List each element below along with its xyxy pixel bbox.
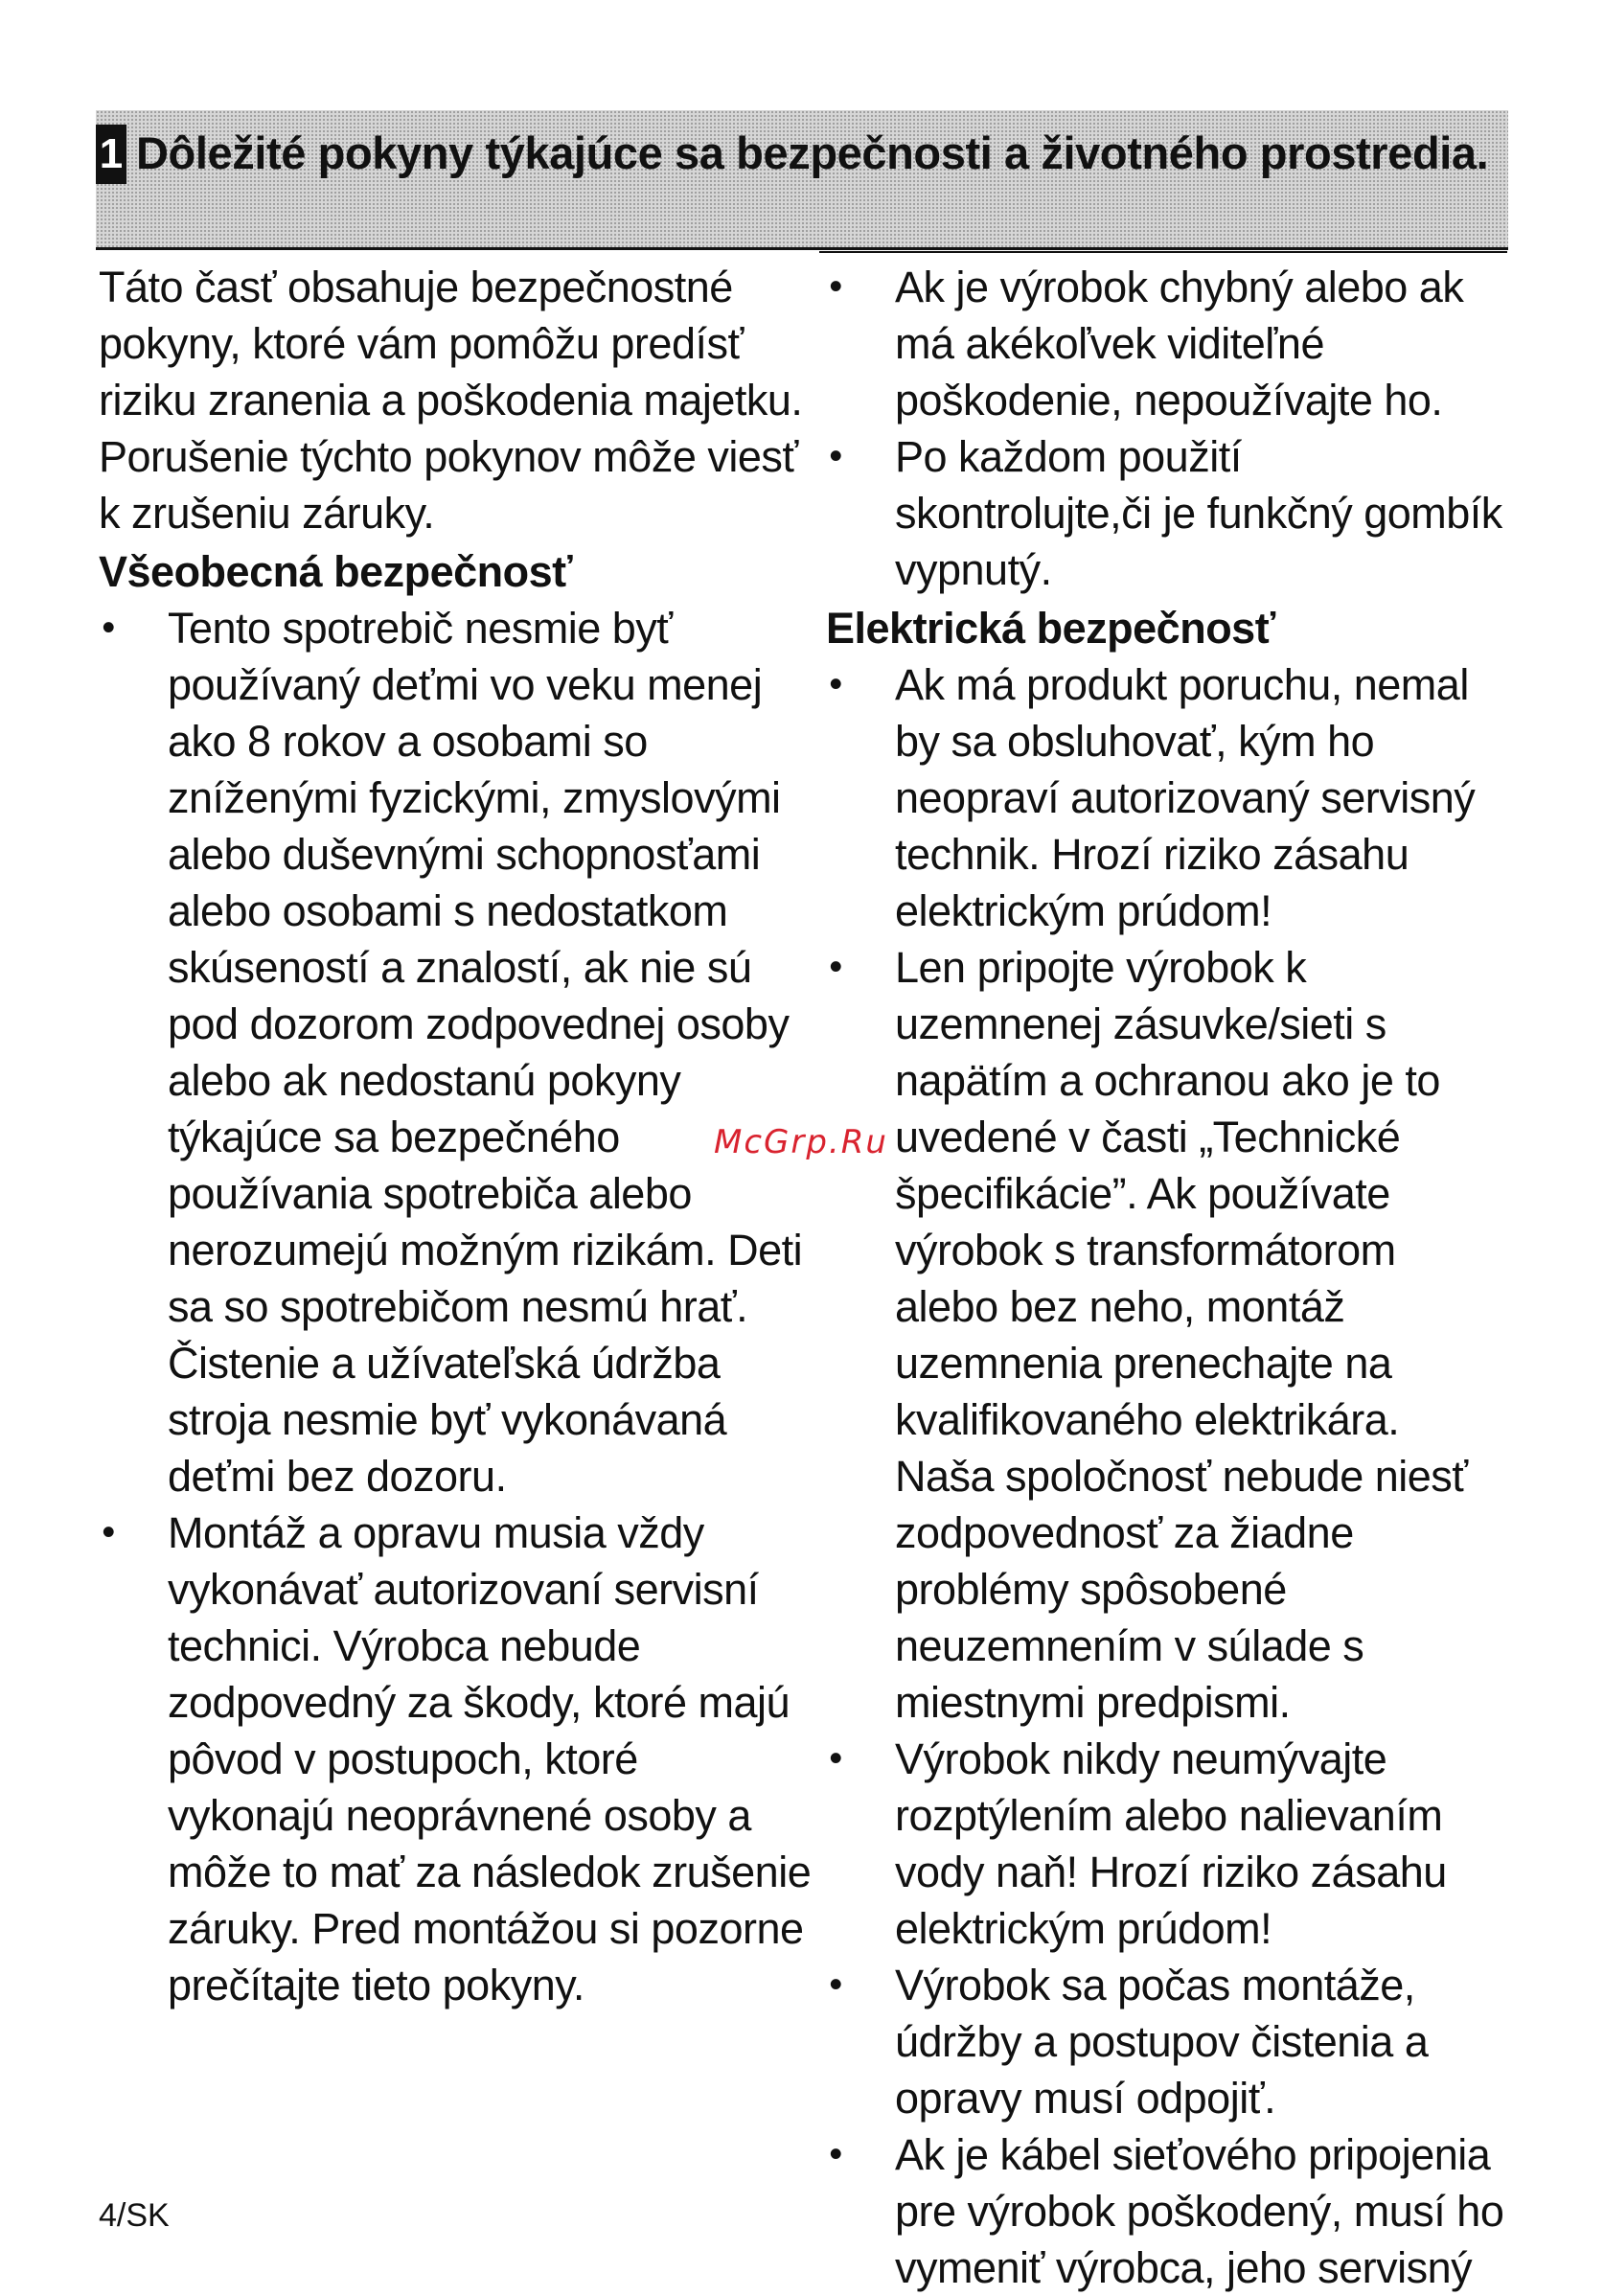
electrical-safety-heading: Elektrická bezpečnosť — [826, 604, 1275, 653]
right-column-divider — [819, 251, 1507, 253]
electrical-safety-list — [826, 656, 1508, 2296]
page-number: 4/SK — [99, 2197, 170, 2234]
left-column — [99, 259, 813, 2013]
bullet-icon: • — [829, 946, 842, 988]
list-item-text: Ak je kábel sieťového pripojenia pre výrobok poškodený, musí ho vymeniť výrobca, jeho servisný — [895, 2130, 1504, 2292]
watermark-text[interactable]: McGrp.Ru — [714, 1123, 888, 1161]
list-item — [99, 1504, 813, 2013]
list-item — [826, 2126, 1508, 2296]
section-title: Dôležité pokyny týkajúce sa bezpečnosti a životného prostredia. — [136, 127, 1489, 178]
bullet-icon: • — [829, 1963, 842, 2006]
bullet-icon: • — [829, 2133, 842, 2175]
list-item — [826, 939, 1508, 1731]
list-item-text: Montáž a opravu musia vždy vykonávať autorizovaní servisní technici. Výrobca nebude zodpovedný za škody, ktoré majú pôvod v postupoch, ktoré vykonajú neoprávnené osoby a môže to mať za následok zrušenie záruky. Pred montážou si pozorne prečítajte tieto pokyny. — [168, 1508, 812, 2009]
section-banner — [96, 110, 1508, 250]
bullet-icon: • — [829, 435, 842, 477]
list-item-text: Len pripojte výrobok k uzemnenej zásuvke/sieti s napätím a ochranou ako je to uvedené v časti „Technické špecifikácie”. Ak používate výrobok s transformátorom alebo bez neho, montáž uzemnenia prenechajte na kvalifikovaného elektrikára. Naša spoločnosť nebude niesť zodpovednosť za žiadne problémy spôsobené neuzemnením v súlade s miestnymi predpismi. — [895, 943, 1468, 1727]
list-item-text: Ak je výrobok chybný alebo ak má akékoľvek viditeľné poškodenie, nepoužívajte ho. — [895, 263, 1464, 425]
list-item — [826, 428, 1508, 598]
bullet-icon: • — [829, 1737, 842, 1779]
bullet-icon: • — [102, 607, 115, 649]
bullet-icon: • — [829, 265, 842, 308]
right-column — [826, 259, 1508, 2296]
list-item — [99, 600, 813, 1504]
intro-paragraph: Táto časť obsahuje bezpečnostné pokyny, ktoré vám pomôžu predísť riziku zranenia a poškodenia majetku. Porušenie týchto pokynov môže viesť k zrušeniu záruky. — [99, 263, 803, 538]
general-safety-list — [99, 600, 813, 2013]
list-item-text: Výrobok sa počas montáže, údržby a postupov čistenia a opravy musí odpojiť. — [895, 1961, 1429, 2123]
list-item — [826, 1731, 1508, 1957]
list-item — [826, 656, 1508, 939]
bullet-icon: • — [102, 1511, 115, 1553]
general-safety-heading: Všeobecná bezpečnosť — [99, 547, 573, 596]
bullet-icon: • — [829, 663, 842, 705]
list-item — [826, 259, 1508, 428]
section-number-badge: 1 — [96, 125, 126, 184]
list-item-text: Ak má produkt poruchu, nemal by sa obsluhovať, kým ho neopraví autorizovaný servisný technik. Hrozí riziko zásahu elektrickým prúdom! — [895, 660, 1476, 935]
list-item-text: Po každom použití skontrolujte,či je funkčný gombík vypnutý. — [895, 432, 1502, 594]
list-item-text: Výrobok nikdy neumývajte rozptýlením alebo nalievaním vody naň! Hrozí riziko zásahu elektrickým prúdom! — [895, 1734, 1447, 1953]
list-item-text: Tento spotrebič nesmie byť používaný deťmi vo veku menej ako 8 rokov a osobami so zníženými fyzickými, zmyslovými alebo duševnými schopnosťami alebo osobami s nedostatkom skúseností a znalostí, ak nie sú pod dozorom zodpovednej osoby alebo ak nedostanú pokyny týkajúce sa bezpečného používania spotrebiča alebo nerozumejú možným rizikám. Deti sa so spotrebičom nesmú hrať. Čistenie a užívateľská údržba stroja nesmie byť vykonávaná deťmi bez dozoru. — [168, 604, 803, 1501]
right-top-list — [826, 259, 1508, 598]
list-item — [826, 1957, 1508, 2126]
